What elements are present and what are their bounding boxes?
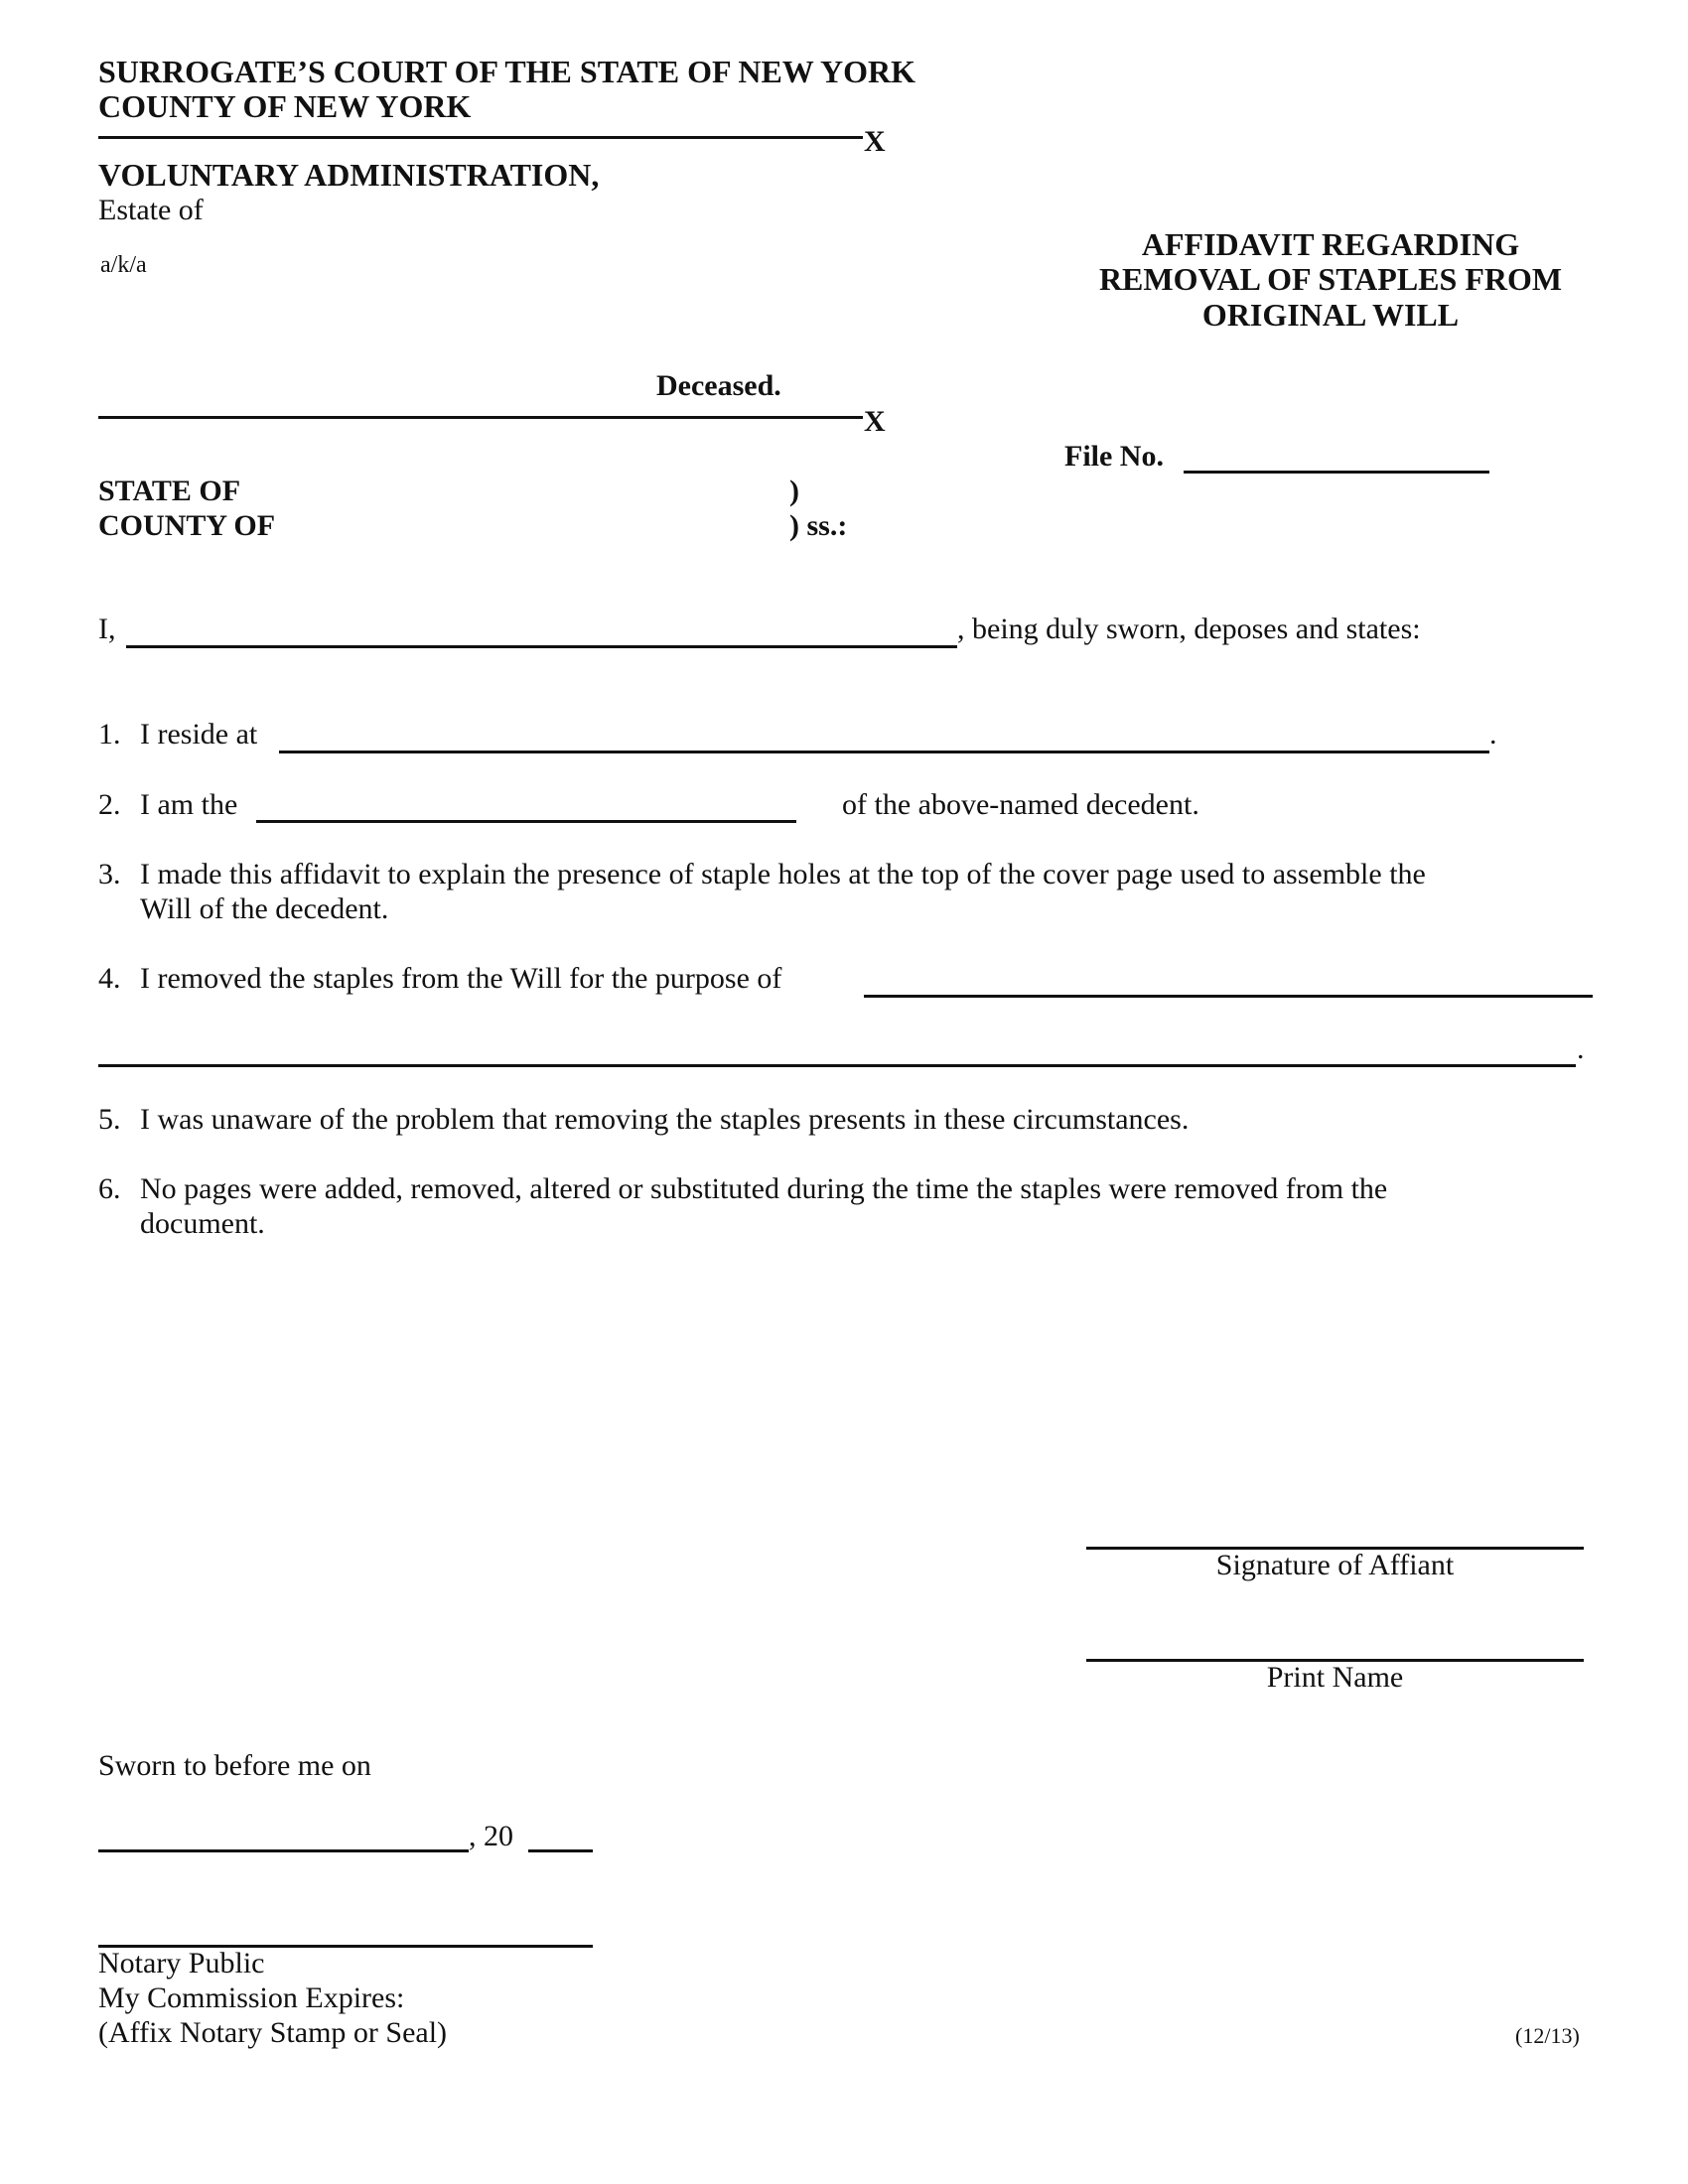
year-prefix: , 20	[469, 1820, 513, 1852]
p5-text: I was unaware of the problem that removing the staples presents in these circumstances.	[140, 1103, 1190, 1136]
title-line-3: ORIGINAL WILL	[1201, 297, 1460, 333]
venue-ss: ) ss.:	[789, 509, 848, 542]
p3-line-2: Will of the decedent.	[140, 892, 389, 925]
p2-suffix: of the above-named decedent.	[842, 788, 1199, 821]
revision-date: (12/13)	[1515, 2023, 1580, 2048]
estate-of-label: Estate of	[98, 194, 204, 226]
venue-paren: )	[789, 475, 799, 507]
deceased-label: Deceased.	[656, 369, 781, 402]
p6-line-1: No pages were added, removed, altered or substituted during the time the staples were removed from the	[140, 1172, 1388, 1205]
purpose-field-line-1[interactable]	[864, 995, 1593, 998]
signature-label: Signature of Affiant	[1215, 1549, 1455, 1581]
caption-x-bottom: X	[864, 405, 886, 438]
sworn-year-field[interactable]	[528, 1849, 593, 1852]
court-county: COUNTY OF NEW YORK	[98, 88, 472, 124]
sworn-label: Sworn to before me on	[98, 1749, 371, 1782]
affiant-name-field[interactable]	[126, 645, 957, 648]
p5-number: 5.	[98, 1103, 121, 1136]
notary-seal-note: (Affix Notary Stamp or Seal)	[98, 2016, 448, 2049]
p3-number: 3.	[98, 858, 121, 890]
intro-prefix: I,	[98, 613, 116, 645]
p3-line-1: I made this affidavit to explain the presence of staple holes at the top of the cover page used to assemble the	[140, 858, 1426, 890]
commission-expires-label: My Commission Expires:	[98, 1981, 405, 2014]
title-line-2: REMOVAL OF STAPLES FROM	[1098, 261, 1563, 297]
file-no-label: File No.	[1064, 440, 1164, 473]
state-of-label: STATE OF	[98, 475, 241, 507]
file-no-field[interactable]	[1184, 471, 1489, 474]
aka-label: a/k/a	[100, 252, 147, 278]
relationship-field[interactable]	[256, 820, 796, 823]
residence-field[interactable]	[279, 751, 1489, 753]
proceeding-type: VOLUNTARY ADMINISTRATION,	[98, 157, 600, 193]
print-name-label: Print Name	[1266, 1661, 1404, 1694]
p4-number: 4.	[98, 962, 121, 995]
p2-text: I am the	[140, 788, 238, 821]
title-line-1: AFFIDAVIT REGARDING	[1141, 226, 1520, 262]
p4-text: I removed the staples from the Will for the purpose of	[140, 962, 782, 995]
notary-public-label: Notary Public	[98, 1947, 265, 1979]
p1-end: .	[1489, 718, 1497, 751]
caption-rule-top	[98, 136, 863, 139]
caption-x-top: X	[864, 125, 886, 158]
purpose-field-line-2[interactable]	[98, 1064, 1576, 1067]
p2-number: 2.	[98, 788, 121, 821]
caption-rule-bottom	[98, 416, 863, 419]
p6-number: 6.	[98, 1172, 121, 1205]
p6-line-2: document.	[140, 1207, 265, 1240]
intro-suffix: , being duly sworn, deposes and states:	[957, 613, 1421, 645]
p1-text: I reside at	[140, 718, 258, 751]
p1-number: 1.	[98, 718, 121, 751]
county-of-label: COUNTY OF	[98, 509, 276, 542]
sworn-date-field[interactable]	[98, 1849, 469, 1852]
p4-end: .	[1577, 1032, 1585, 1065]
court-name: SURROGATE’S COURT OF THE STATE OF NEW YORK	[98, 54, 916, 89]
